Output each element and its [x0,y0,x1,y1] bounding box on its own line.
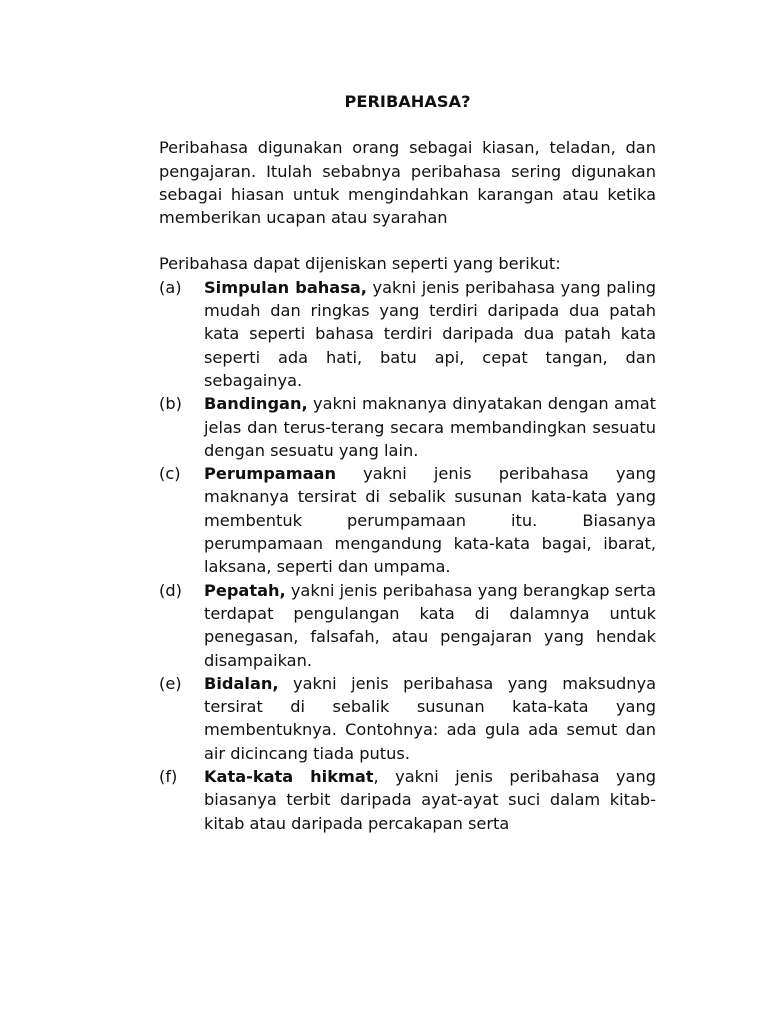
list-item-e [159,672,656,765]
list-marker: (d) [159,580,182,600]
term-label: Simpulan bahasa, [204,277,367,297]
term-description: , yakni jenis peribahasa yang biasanya terbit daripada ayat-ayat suci dalam kitab-kitab atau daripada percakapan serta [204,767,656,833]
list-marker: (e) [159,673,182,693]
term-label: Perumpamaan [204,464,336,484]
document-page [159,90,656,835]
term-description: yakni maknanya dinyatakan dengan amat jelas dan terus-terang secara membandingkan sesuatu dengan sesuatu yang lain. [204,394,656,460]
list-marker: (c) [159,464,181,484]
list-item-a [159,276,656,392]
list-marker: (b) [159,394,182,414]
term-label: Kata-kata hikmat [204,767,374,787]
list-marker: (a) [159,277,182,297]
list-item-text [204,462,656,578]
term-description: yakni jenis peribahasa yang berangkap serta terdapat pengulangan kata di dalamnya untuk penegasan, falsafah, atau pengajaran yang hendak disampaikan. [204,580,656,670]
list-marker: (f) [159,767,178,787]
term-description: yakni jenis peribahasa yang maknanya tersirat di sebalik susunan kata-kata yang membentuk perumpamaan itu. Biasanya perumpamaan mengandung kata-kata bagai, ibarat, laksana, seperti dan umpama. [204,464,656,577]
peribahasa-types-list [159,276,656,835]
intro-paragraph: Peribahasa digunakan orang sebagai kiasan, teladan, dan pengajaran. Itulah sebabnya peribahasa sering digunakan sebagai hiasan untuk mengindahkan karangan atau ketika memberikan ucapan atau syarahan [159,138,656,228]
list-item-text [204,579,656,672]
list-item-f [159,765,656,835]
term-label: Pepatah, [204,580,286,600]
list-intro: Peribahasa dapat dijeniskan seperti yang berikut: [159,254,561,274]
term-label: Bandingan, [204,394,308,414]
term-description: yakni jenis peribahasa yang paling mudah dan ringkas yang terdiri daripada dua patah kata seperti bahasa terdiri daripada dua patah kata seperti ada hati, batu api, cepat tangan, dan sebagainya. [204,277,656,390]
list-item-text [204,765,656,835]
term-label: Bidalan, [204,673,279,693]
list-item-text [204,392,656,462]
list-item-b [159,392,656,462]
list-item-c [159,462,656,578]
list-item-text [204,276,656,392]
list-item-d [159,579,656,672]
page-title: PERIBAHASA? [344,92,471,111]
list-item-text [204,672,656,765]
term-description: yakni jenis peribahasa yang maksudnya tersirat di sebalik susunan kata-kata yang membentuknya. Contohnya: ada gula ada semut dan air dicincang tiada putus. [204,673,656,763]
